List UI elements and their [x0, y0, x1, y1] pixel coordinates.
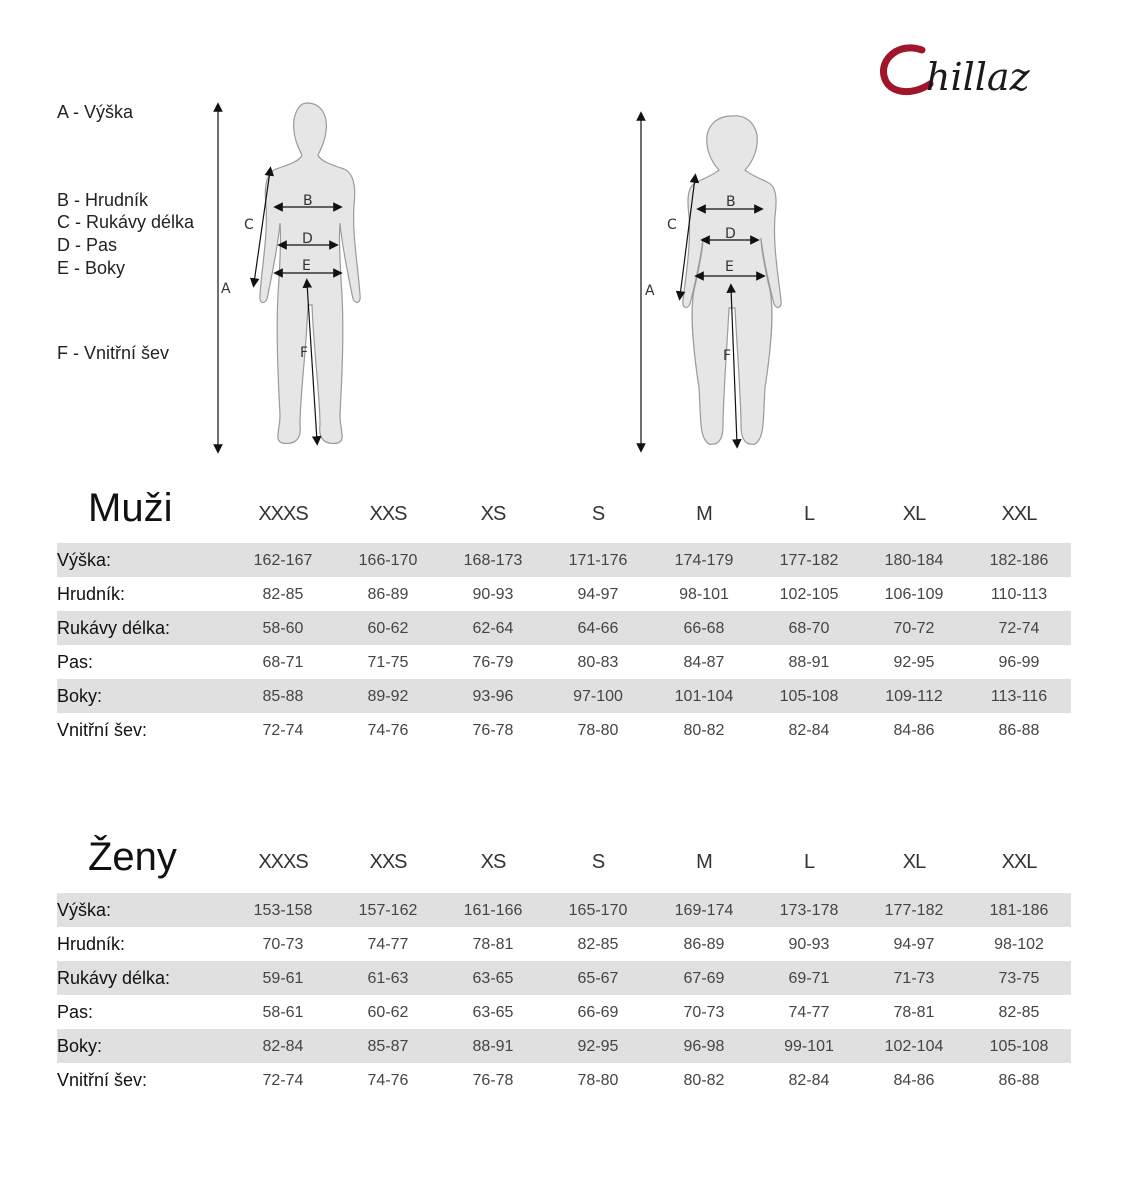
- size-header: XS: [480, 851, 506, 873]
- size-value: 80-83: [577, 654, 619, 671]
- size-value: 86-88: [998, 722, 1040, 739]
- size-header: XL: [902, 851, 926, 873]
- female-label-b: B: [726, 194, 736, 210]
- size-value: 78-80: [577, 1072, 619, 1089]
- size-value: 72-74: [998, 620, 1040, 637]
- size-value: 74-76: [367, 722, 409, 739]
- size-value: 96-98: [683, 1038, 725, 1055]
- size-header: S: [591, 851, 605, 873]
- male-label-f: F: [300, 345, 309, 361]
- size-value: 82-84: [788, 722, 830, 739]
- female-label-c: C: [667, 217, 677, 233]
- table-row: [57, 961, 1071, 995]
- size-value: 82-85: [262, 586, 304, 603]
- size-value: 94-97: [577, 586, 619, 603]
- size-value: 68-71: [262, 654, 304, 671]
- row-label: Rukávy délka:: [57, 968, 171, 988]
- size-header: M: [696, 851, 712, 873]
- size-value: 177-182: [779, 552, 839, 569]
- row-label: Boky:: [57, 686, 103, 706]
- size-value: 73-75: [998, 970, 1040, 987]
- legend-chest: B - Hrudník: [57, 190, 149, 210]
- male-body-diagram: [200, 95, 380, 460]
- size-value: 110-113: [990, 586, 1048, 603]
- female-label-a: A: [645, 283, 655, 299]
- male-label-d: D: [302, 231, 313, 247]
- size-value: 58-60: [262, 620, 304, 637]
- size-value: 168-173: [463, 552, 523, 569]
- table-row: [57, 1063, 1071, 1097]
- size-value: 171-176: [568, 552, 628, 569]
- size-value: 78-81: [472, 936, 514, 953]
- size-value: 82-84: [262, 1038, 304, 1055]
- size-value: 88-91: [472, 1038, 514, 1055]
- size-value: 69-71: [788, 970, 830, 987]
- size-value: 76-78: [472, 722, 514, 739]
- size-header: XXL: [1001, 851, 1037, 873]
- size-value: 66-69: [577, 1004, 619, 1021]
- size-value: 71-73: [893, 970, 935, 987]
- size-value: 84-87: [683, 654, 725, 671]
- size-header: M: [696, 503, 712, 525]
- size-value: 65-67: [577, 970, 619, 987]
- size-value: 99-101: [784, 1038, 834, 1055]
- size-value: 84-86: [893, 722, 935, 739]
- size-value: 102-104: [884, 1038, 944, 1055]
- size-value: 74-77: [367, 936, 409, 953]
- table-row: [57, 645, 1071, 679]
- male-label-b: B: [303, 193, 313, 209]
- table-row: [57, 577, 1071, 611]
- table-row: [57, 611, 1071, 645]
- size-value: 58-61: [262, 1004, 304, 1021]
- size-value: 166-170: [358, 552, 418, 569]
- table-row: [57, 995, 1071, 1029]
- size-value: 161-166: [463, 902, 523, 919]
- size-value: 92-95: [893, 654, 935, 671]
- size-value: 88-91: [788, 654, 830, 671]
- size-value: 85-87: [367, 1038, 409, 1055]
- row-label: Hrudník:: [57, 934, 126, 954]
- table-row: [57, 927, 1071, 961]
- size-header: L: [803, 503, 815, 525]
- size-value: 61-63: [367, 970, 409, 987]
- size-header: S: [591, 503, 605, 525]
- size-value: 64-66: [577, 620, 619, 637]
- size-value: 71-75: [367, 654, 409, 671]
- female-label-d: D: [725, 226, 736, 242]
- size-value: 89-92: [367, 688, 409, 705]
- size-value: 101-104: [674, 688, 734, 705]
- size-value: 72-74: [262, 1072, 304, 1089]
- table-title: Ženy: [88, 835, 177, 879]
- size-value: 74-76: [367, 1072, 409, 1089]
- size-value: 68-70: [788, 620, 830, 637]
- size-value: 76-78: [472, 1072, 514, 1089]
- size-value: 153-158: [253, 902, 313, 919]
- size-value: 62-64: [472, 620, 514, 637]
- legend-waist: D - Pas: [57, 235, 118, 255]
- size-value: 78-80: [577, 722, 619, 739]
- size-value: 109-112: [885, 688, 943, 705]
- size-header: XL: [902, 503, 926, 525]
- size-value: 70-73: [262, 936, 304, 953]
- row-label: Rukávy délka:: [57, 618, 171, 638]
- size-value: 76-79: [472, 654, 514, 671]
- table-row: [57, 543, 1071, 577]
- male-label-e: E: [302, 258, 311, 274]
- row-label: Boky:: [57, 1036, 103, 1056]
- table-row: [57, 679, 1071, 713]
- row-label: Hrudník:: [57, 584, 126, 604]
- size-value: 85-88: [262, 688, 304, 705]
- size-header: XS: [480, 503, 506, 525]
- size-value: 106-109: [884, 586, 944, 603]
- table-row: [57, 1029, 1071, 1063]
- size-header: L: [803, 851, 815, 873]
- female-body-diagram: [625, 108, 805, 460]
- male-label-a: A: [221, 281, 231, 297]
- size-value: 162-167: [253, 552, 313, 569]
- female-silhouette: [683, 116, 781, 444]
- table-row: [57, 713, 1071, 747]
- size-value: 102-105: [779, 586, 839, 603]
- size-value: 80-82: [683, 722, 725, 739]
- size-value: 97-100: [573, 688, 623, 705]
- size-value: 105-108: [989, 1038, 1049, 1055]
- row-label: Výška:: [57, 900, 112, 920]
- size-value: 90-93: [788, 936, 830, 953]
- legend-sleeve: C - Rukávy délka: [57, 212, 195, 232]
- size-value: 113-116: [990, 688, 1048, 705]
- size-value: 84-86: [893, 1072, 935, 1089]
- size-value: 105-108: [779, 688, 839, 705]
- size-value: 70-72: [893, 620, 935, 637]
- size-value: 177-182: [884, 902, 944, 919]
- size-value: 96-99: [998, 654, 1040, 671]
- legend-inseam: F - Vnitřní šev: [57, 343, 170, 363]
- row-label: Pas:: [57, 1002, 94, 1022]
- size-value: 86-89: [683, 936, 725, 953]
- size-value: 98-101: [679, 586, 729, 603]
- svg-text:hillaz: hillaz: [926, 55, 1030, 99]
- size-value: 174-179: [674, 552, 734, 569]
- size-value: 82-85: [577, 936, 619, 953]
- size-value: 92-95: [577, 1038, 619, 1055]
- size-value: 60-62: [367, 1004, 409, 1021]
- size-value: 66-68: [683, 620, 725, 637]
- size-value: 72-74: [262, 722, 304, 739]
- size-value: 80-82: [683, 1072, 725, 1089]
- size-value: 169-174: [674, 902, 734, 919]
- size-value: 70-73: [683, 1004, 725, 1021]
- size-value: 67-69: [683, 970, 725, 987]
- size-value: 94-97: [893, 936, 935, 953]
- size-value: 86-89: [367, 586, 409, 603]
- size-value: 59-61: [262, 970, 304, 987]
- female-label-f: F: [723, 348, 732, 364]
- size-value: 63-65: [472, 1004, 514, 1021]
- size-header: XXS: [369, 851, 407, 873]
- size-header: XXXS: [258, 851, 308, 873]
- size-value: 90-93: [472, 586, 514, 603]
- row-label: Vnitřní šev:: [57, 1070, 148, 1090]
- table-row: [57, 893, 1071, 927]
- size-header: XXS: [369, 503, 407, 525]
- row-label: Pas:: [57, 652, 94, 672]
- size-value: 181-186: [989, 902, 1049, 919]
- size-value: 74-77: [788, 1004, 830, 1021]
- female-label-e: E: [725, 259, 734, 275]
- male-label-c: C: [244, 217, 254, 233]
- size-value: 173-178: [779, 902, 839, 919]
- size-value: 93-96: [472, 688, 514, 705]
- size-header: XXXS: [258, 503, 308, 525]
- size-value: 60-62: [367, 620, 409, 637]
- row-label: Vnitřní šev:: [57, 720, 148, 740]
- size-value: 82-84: [788, 1072, 830, 1089]
- legend-height: A - Výška: [57, 102, 134, 122]
- size-value: 98-102: [994, 936, 1044, 953]
- size-value: 82-85: [998, 1004, 1040, 1021]
- size-value: 182-186: [989, 552, 1049, 569]
- size-value: 180-184: [884, 552, 944, 569]
- chillaz-logo: [878, 36, 1078, 106]
- size-value: 157-162: [358, 902, 418, 919]
- legend-hips: E - Boky: [57, 258, 126, 278]
- row-label: Výška:: [57, 550, 112, 570]
- size-value: 86-88: [998, 1072, 1040, 1089]
- table-title: Muži: [88, 486, 173, 530]
- size-value: 78-81: [893, 1004, 935, 1021]
- size-header: XXL: [1001, 503, 1037, 525]
- size-value: 165-170: [568, 902, 628, 919]
- size-value: 63-65: [472, 970, 514, 987]
